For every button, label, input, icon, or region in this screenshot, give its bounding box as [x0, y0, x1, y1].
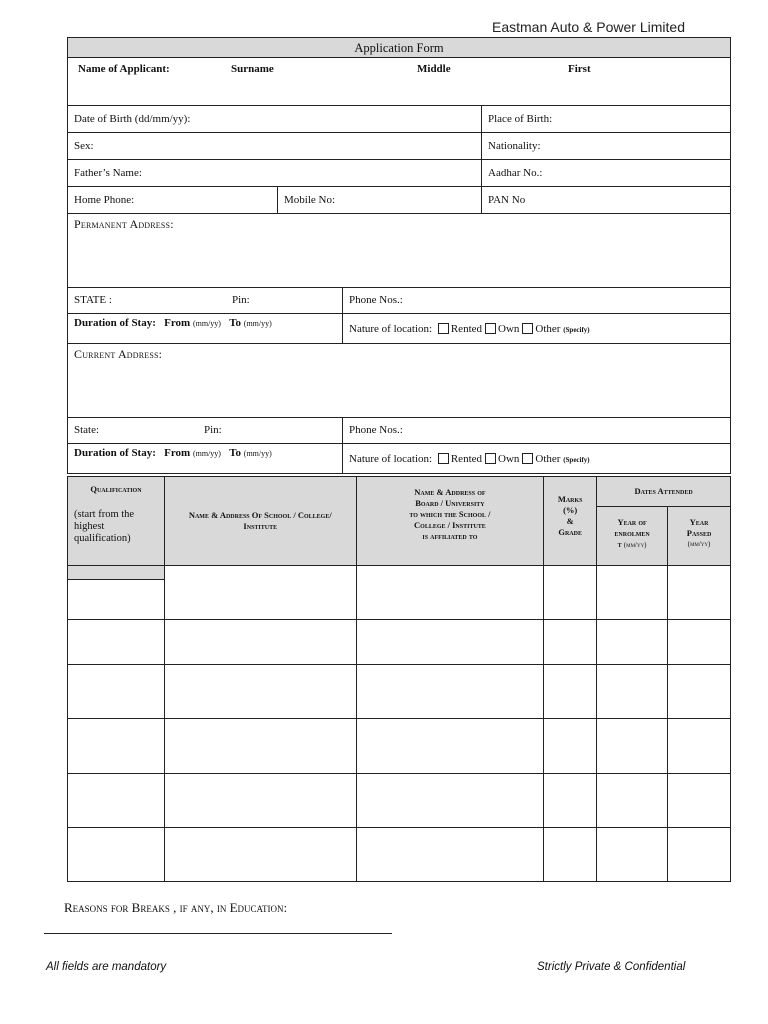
curr-duration[interactable] [68, 444, 342, 473]
perm-own-checkbox[interactable] [485, 323, 496, 334]
curr-phone-field[interactable]: Phone Nos.: [342, 418, 730, 443]
year-enrol-format: (mm/yy) [623, 541, 647, 549]
reasons-for-breaks-label: Reasons for Breaks , if any, in Education: [64, 900, 288, 915]
perm-nature-of-location [342, 314, 730, 343]
qualification-note: (start from the highest qualification) [74, 509, 135, 544]
first-label: First [568, 63, 591, 75]
pan-field[interactable]: PAN No [481, 187, 730, 213]
nationality-field[interactable]: Nationality: [481, 133, 730, 159]
sex-row [67, 133, 731, 160]
board-line-1: Name & Address of [414, 487, 486, 497]
qualification-header [68, 477, 165, 566]
table-row [68, 774, 731, 828]
year-enrol-line-2: enrolmen [614, 528, 650, 538]
company-name: Eastman Auto & Power Limited [492, 19, 685, 35]
school-cell[interactable] [164, 774, 356, 828]
marks-line-2: (%) [563, 505, 578, 515]
board-line-3: to which the School / [409, 509, 491, 519]
curr-from-label: From [164, 447, 191, 459]
marks-cell[interactable] [544, 828, 597, 882]
year-passed-line-2: Passed [686, 528, 712, 538]
dob-row [67, 106, 731, 133]
marks-cell[interactable] [544, 719, 597, 774]
curr-pin-field[interactable]: Pin: [204, 424, 222, 436]
perm-rented-label: Rented [450, 323, 483, 335]
perm-state-field[interactable]: STATE : [74, 294, 112, 306]
table-row [68, 566, 731, 620]
enrol-cell[interactable] [597, 828, 668, 882]
passed-cell[interactable] [668, 620, 731, 665]
perm-phone-field[interactable]: Phone Nos.: [342, 288, 730, 313]
current-address-label: Current Address: [74, 347, 163, 361]
current-address-row[interactable] [67, 344, 731, 418]
board-cell[interactable] [356, 774, 544, 828]
year-passed-header [668, 507, 731, 566]
year-enrolment-header [597, 507, 668, 566]
curr-own-checkbox[interactable] [485, 453, 496, 464]
perm-state-row [67, 288, 731, 314]
enrol-cell[interactable] [597, 566, 668, 620]
qualification-cell[interactable] [68, 719, 165, 774]
table-row [68, 620, 731, 665]
perm-to-label: To [229, 317, 242, 329]
curr-nature-label: Nature of location: [349, 453, 433, 465]
year-passed-format: (mm/yy) [687, 540, 711, 548]
curr-other-checkbox[interactable] [522, 453, 533, 464]
passed-cell[interactable] [668, 665, 731, 719]
curr-nature-of-location [342, 444, 730, 473]
passed-cell[interactable] [668, 566, 731, 620]
qualification-cell[interactable] [68, 774, 165, 828]
home-phone-field[interactable]: Home Phone: [74, 194, 135, 206]
board-line-5: is affiliated to [422, 531, 478, 541]
perm-duration-label: Duration of Stay: [74, 317, 156, 329]
qualification-cell[interactable] [68, 828, 165, 882]
curr-state-field[interactable]: State: [74, 424, 100, 436]
place-of-birth-field[interactable]: Place of Birth: [481, 106, 730, 132]
qualification-title: Qualification [90, 484, 142, 494]
perm-from-label: From [164, 317, 191, 329]
aadhar-field[interactable]: Aadhar No.: [481, 160, 730, 186]
curr-to-format: (mm/yy) [243, 449, 272, 458]
enrol-cell[interactable] [597, 620, 668, 665]
table-row [68, 719, 731, 774]
perm-other-checkbox[interactable] [522, 323, 533, 334]
passed-cell[interactable] [668, 774, 731, 828]
perm-rented-checkbox[interactable] [438, 323, 449, 334]
reasons-answer-line[interactable] [44, 933, 392, 934]
qualification-cell[interactable] [68, 620, 165, 665]
curr-other-label: Other [535, 453, 561, 465]
year-passed-line-1: Year [689, 517, 709, 527]
perm-own-label: Own [498, 323, 520, 335]
mandatory-note: All fields are mandatory [46, 961, 167, 973]
board-cell[interactable] [356, 566, 544, 620]
curr-specify-note: (Specify) [563, 456, 590, 464]
enrol-cell[interactable] [597, 774, 668, 828]
perm-duration[interactable] [68, 314, 342, 343]
curr-duration-label: Duration of Stay: [74, 447, 156, 459]
perm-specify-note: (Specify) [563, 326, 590, 334]
school-cell[interactable] [164, 620, 356, 665]
application-form [67, 37, 731, 474]
board-cell[interactable] [356, 828, 544, 882]
curr-own-label: Own [498, 453, 520, 465]
name-label: Name of Applicant: [78, 63, 170, 75]
board-line-2: Board / University [415, 498, 485, 508]
perm-duration-row [67, 314, 731, 344]
permanent-address-label: Permanent Address: [74, 217, 174, 231]
marks-cell[interactable] [544, 774, 597, 828]
sex-field[interactable]: Sex: [74, 140, 94, 152]
year-enrol-line-1: Year of [617, 517, 647, 527]
school-header: Name & Address Of School / College/ Institute [164, 477, 356, 566]
mobile-field[interactable]: Mobile No: [277, 187, 481, 213]
passed-cell[interactable] [668, 719, 731, 774]
middle-label: Middle [417, 63, 451, 75]
perm-pin-field[interactable]: Pin: [232, 294, 250, 306]
school-cell[interactable] [164, 828, 356, 882]
table-row [68, 828, 731, 882]
school-cell[interactable] [164, 665, 356, 719]
perm-from-format: (mm/yy) [192, 319, 221, 328]
confidential-note: Strictly Private & Confidential [537, 961, 686, 973]
form-title: Application Form [67, 37, 731, 58]
board-header [356, 477, 544, 566]
marks-line-3: & [566, 516, 574, 526]
curr-duration-row [67, 444, 731, 474]
curr-to-label: To [229, 447, 242, 459]
enrol-cell[interactable] [597, 719, 668, 774]
board-cell[interactable] [356, 620, 544, 665]
qualification-cell[interactable] [68, 665, 165, 719]
qualification-table [67, 476, 731, 882]
phone-row [67, 187, 731, 214]
marks-cell[interactable] [544, 665, 597, 719]
year-enrol-line-3: t [617, 539, 622, 549]
dob-field[interactable]: Date of Birth (dd/mm/yy): [74, 113, 191, 125]
enrol-cell[interactable] [597, 665, 668, 719]
fathers-name-field[interactable]: Father’s Name: [74, 167, 142, 179]
perm-to-format: (mm/yy) [243, 319, 272, 328]
marks-cell[interactable] [544, 566, 597, 620]
curr-state-row [67, 418, 731, 444]
marks-cell[interactable] [544, 620, 597, 665]
name-row[interactable] [67, 58, 731, 106]
marks-line-4: Grade [558, 527, 582, 537]
dates-attended-header: Dates Attended [597, 477, 731, 507]
perm-other-label: Other [535, 323, 561, 335]
table-row [68, 665, 731, 719]
father-row [67, 160, 731, 187]
school-cell[interactable] [164, 719, 356, 774]
curr-rented-checkbox[interactable] [438, 453, 449, 464]
board-line-4: College / Institute [414, 520, 486, 530]
board-cell[interactable] [356, 719, 544, 774]
marks-header [544, 477, 597, 566]
school-cell[interactable] [164, 566, 356, 620]
curr-rented-label: Rented [450, 453, 483, 465]
surname-label: Surname [231, 63, 274, 75]
shaded-strip [68, 566, 164, 580]
passed-cell[interactable] [668, 828, 731, 882]
qualification-cell[interactable] [68, 566, 165, 620]
permanent-address-row[interactable] [67, 214, 731, 288]
marks-line-1: Marks [557, 494, 583, 504]
board-cell[interactable] [356, 665, 544, 719]
perm-nature-label: Nature of location: [349, 323, 433, 335]
curr-from-format: (mm/yy) [192, 449, 221, 458]
